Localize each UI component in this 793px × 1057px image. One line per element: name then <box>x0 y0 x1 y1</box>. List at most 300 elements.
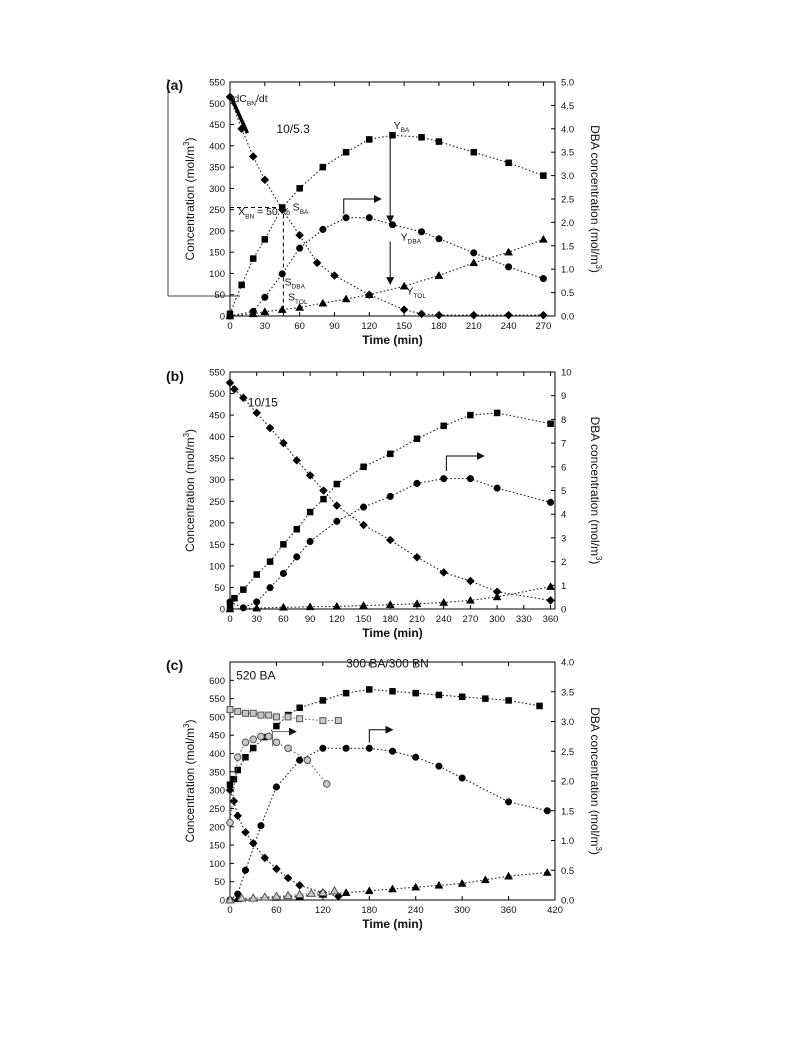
square-marker <box>335 718 341 724</box>
y-tick-label: 250 <box>209 205 225 217</box>
y2-tick-label: 9 <box>561 391 567 403</box>
y-tick-label: 500 <box>209 98 225 110</box>
x-tick-label: 240 <box>435 614 452 625</box>
y2-tick-label: 0.5 <box>561 865 575 877</box>
square-marker <box>273 714 279 720</box>
y2-tick-label: 5.0 <box>561 77 575 89</box>
square-marker <box>242 754 248 760</box>
square-marker <box>343 690 349 696</box>
series-circle <box>227 214 547 319</box>
triangle-marker <box>413 600 421 607</box>
circle-marker <box>265 733 272 740</box>
diamond-marker <box>313 259 321 267</box>
y2-tick-label: 8 <box>561 414 567 426</box>
annotation-label: $Y_{TOL}$ <box>406 285 426 301</box>
square-marker <box>414 436 420 442</box>
triangle-marker <box>547 583 555 590</box>
square-marker <box>280 541 286 547</box>
circle-marker <box>334 518 341 525</box>
diamond-marker <box>360 521 368 529</box>
circle-marker <box>440 475 447 482</box>
square-marker <box>266 712 272 718</box>
y2-tick-label: 3.5 <box>561 687 575 699</box>
diamond-marker <box>261 176 269 184</box>
circle-marker <box>280 570 287 577</box>
square-marker <box>254 572 260 578</box>
x-tick-label: 0 <box>227 905 233 916</box>
diamond-marker <box>234 812 242 820</box>
annotation-label: $dC_{BN}/dt$ <box>233 92 268 108</box>
triangle-marker <box>253 604 261 611</box>
y-tick-label: 550 <box>209 694 225 706</box>
circle-marker <box>262 294 269 301</box>
square-marker <box>506 160 512 166</box>
y-tick-label: 300 <box>209 475 225 487</box>
y-tick-label: 250 <box>209 803 225 815</box>
y2-tick-label: 0 <box>561 604 567 616</box>
y2-tick-label: 4.5 <box>561 100 575 112</box>
series-line <box>230 239 543 316</box>
square-marker <box>297 705 303 711</box>
right-axis-arrow <box>344 199 381 214</box>
diamond-marker <box>253 409 261 417</box>
diamond-marker <box>296 881 304 889</box>
circle-marker <box>242 867 249 874</box>
circle-marker <box>418 228 425 235</box>
square-marker <box>273 723 279 729</box>
y-tick-label: 550 <box>209 77 225 89</box>
x-tick-label: 120 <box>361 321 378 332</box>
circle-marker <box>296 245 303 252</box>
series-line <box>230 135 543 314</box>
x-tick-label: 60 <box>294 321 305 332</box>
diamond-marker <box>539 311 547 319</box>
circle-marker <box>389 748 396 755</box>
x-tick-label: 150 <box>396 321 413 332</box>
circle-marker <box>227 819 234 826</box>
circle-marker <box>412 754 419 761</box>
circle-marker <box>389 221 396 228</box>
y-tick-label: 50 <box>214 877 225 889</box>
square-marker <box>297 185 303 191</box>
square-marker <box>482 696 488 702</box>
circle-marker <box>505 799 512 806</box>
diamond-marker <box>505 311 513 319</box>
series-diamond <box>226 379 555 605</box>
square-marker <box>320 697 326 703</box>
y-tick-label: 400 <box>209 141 225 153</box>
y2-tick-label: 2.0 <box>561 776 575 788</box>
square-marker <box>459 694 465 700</box>
circle-marker <box>240 605 247 612</box>
circle-marker <box>547 499 554 506</box>
x-tick-label: 210 <box>409 614 425 625</box>
y2-tick-label: 3.0 <box>561 717 575 728</box>
circle-marker <box>459 775 466 782</box>
y2-tick-label: 1 <box>561 580 567 592</box>
triangle-marker <box>261 893 269 900</box>
annotation-label: $S_{TOL}$ <box>288 291 308 307</box>
circle-marker <box>360 504 367 511</box>
y-tick-label: 450 <box>209 730 225 742</box>
triangle-marker <box>261 308 269 315</box>
y-tick-label: 400 <box>209 749 225 761</box>
y2-tick-label: 4 <box>561 509 567 521</box>
circle-marker <box>227 599 234 606</box>
y-tick-label: 200 <box>209 822 225 834</box>
square-marker <box>297 716 303 722</box>
diamond-marker <box>333 502 341 510</box>
y2-tick-label: 4.0 <box>561 657 575 669</box>
circle-marker <box>293 554 300 561</box>
diamond-marker <box>272 865 280 873</box>
circle-marker <box>540 275 547 282</box>
y-tick-label: 450 <box>209 120 225 132</box>
circle-marker <box>366 745 373 752</box>
y-tick-label: 200 <box>209 518 225 530</box>
y2-tick-label: 2.0 <box>561 217 575 229</box>
y2-tick-label: 1.5 <box>561 241 575 253</box>
panel-a <box>166 77 603 347</box>
square-marker <box>387 451 393 457</box>
square-marker <box>320 718 326 724</box>
y2-tick-label: 1.5 <box>561 806 575 818</box>
series-square-open <box>227 707 341 724</box>
y-tick-label: 300 <box>209 785 225 797</box>
square-marker <box>436 692 442 698</box>
x-tick-label: 270 <box>535 321 552 332</box>
square-marker <box>250 256 256 262</box>
circle-marker <box>296 757 303 764</box>
square-marker <box>413 690 419 696</box>
series-square <box>227 132 546 317</box>
y-tick-label: 350 <box>209 453 225 465</box>
circle-marker <box>544 807 551 814</box>
square-marker <box>366 136 372 142</box>
square-marker <box>239 282 245 288</box>
square-marker <box>294 526 300 532</box>
circle-marker <box>234 754 241 761</box>
square-marker <box>540 173 546 179</box>
circle-marker <box>242 739 249 746</box>
triangle-marker <box>412 883 420 890</box>
square-marker <box>250 710 256 716</box>
y-tick-label: 100 <box>209 268 225 280</box>
y2-tick-label: 3.0 <box>561 171 575 183</box>
y2-tick-label: 1.0 <box>561 264 575 276</box>
annotation-label: $Y_{BA}$ <box>393 119 410 135</box>
x-tick-label: 420 <box>547 905 563 916</box>
circle-marker <box>285 745 292 752</box>
circle-marker <box>273 739 280 746</box>
triangle-marker <box>435 881 443 888</box>
diamond-marker <box>466 577 474 585</box>
y2-tick-label: 2 <box>561 557 567 569</box>
panel-c <box>166 656 603 931</box>
y2-tick-label: 0.5 <box>561 288 575 300</box>
y-axis-label: Concentration $(mol/m^3)$ <box>182 719 197 843</box>
y2-axis-label: DBA concentration $(mol/m^3)$ <box>588 707 603 855</box>
circle-marker <box>267 584 274 591</box>
x-tick-label: 0 <box>227 321 233 332</box>
triangle-marker <box>342 295 350 302</box>
diamond-marker <box>440 568 448 576</box>
diamond-marker <box>266 424 274 432</box>
x-tick-label: 180 <box>430 321 447 332</box>
diamond-marker <box>230 797 238 805</box>
y-tick-label: 100 <box>209 858 225 870</box>
triangle-marker <box>435 272 443 279</box>
square-marker <box>343 149 349 155</box>
circle-marker <box>320 226 327 233</box>
annotation-text: 520 BA <box>236 668 276 683</box>
y-tick-label: 100 <box>209 561 225 573</box>
circle-marker <box>436 235 443 242</box>
y-tick-label: 350 <box>209 162 225 174</box>
circle-marker <box>467 475 474 482</box>
annotation-text: 10/5.3 <box>276 122 310 137</box>
series-triangle-open <box>226 887 338 903</box>
series-line <box>230 218 543 316</box>
circle-marker <box>304 757 311 764</box>
square-marker <box>366 686 372 692</box>
x-tick-label: 240 <box>407 905 424 916</box>
diamond-marker <box>249 152 257 160</box>
series-triangle <box>226 235 547 319</box>
y-tick-label: 250 <box>209 496 225 508</box>
x-axis-label: Time (min) <box>362 917 423 931</box>
diamond-marker <box>400 306 408 314</box>
annotation-text: 300 BA/300 BN <box>346 656 429 671</box>
triangle-marker <box>539 235 547 242</box>
series-line <box>230 413 551 607</box>
x-tick-label: 300 <box>454 905 471 916</box>
x-tick-label: 150 <box>355 614 372 625</box>
diamond-marker <box>319 487 327 495</box>
annotation-label: $S_{DBA}$ <box>284 276 305 291</box>
diamond-marker <box>386 536 394 544</box>
diamond-marker <box>413 553 421 561</box>
square-marker <box>467 412 473 418</box>
y-tick-label: 0 <box>219 895 225 907</box>
series-line <box>230 383 551 601</box>
y2-tick-label: 1.0 <box>561 836 575 847</box>
diamond-marker <box>241 828 249 836</box>
square-marker <box>307 509 313 515</box>
x-tick-label: 60 <box>278 614 289 625</box>
square-marker <box>537 703 543 709</box>
x-tick-label: 0 <box>227 614 233 625</box>
y-tick-label: 150 <box>209 539 225 551</box>
y2-tick-label: 3 <box>561 533 567 545</box>
square-marker <box>285 714 291 720</box>
y-tick-label: 50 <box>214 582 225 594</box>
square-marker <box>242 710 248 716</box>
square-marker <box>250 745 256 751</box>
x-tick-label: 300 <box>489 614 506 625</box>
square-marker <box>334 481 340 487</box>
x-tick-label: 120 <box>328 614 345 625</box>
annotation-label: $Y_{DBA}$ <box>400 231 422 246</box>
square-marker <box>240 587 246 593</box>
x-axis-label: Time (min) <box>362 626 423 640</box>
x-tick-label: 360 <box>500 905 517 916</box>
panel-label: (b) <box>166 368 184 384</box>
y-tick-label: 550 <box>209 367 225 379</box>
square-marker <box>390 688 396 694</box>
series-line <box>230 790 338 896</box>
triangle-marker <box>360 602 368 609</box>
y-tick-label: 500 <box>209 389 225 401</box>
diamond-marker <box>330 272 338 280</box>
square-marker <box>258 712 264 718</box>
y2-tick-label: 0.0 <box>561 311 575 323</box>
circle-marker <box>343 745 350 752</box>
square-marker <box>320 496 326 502</box>
panel-b <box>166 368 603 641</box>
y-tick-label: 350 <box>209 767 225 779</box>
y2-tick-label: 5 <box>561 486 567 497</box>
square-marker <box>471 149 477 155</box>
y-tick-label: 450 <box>209 410 225 422</box>
diamond-marker <box>293 456 301 464</box>
circle-marker <box>343 214 350 221</box>
annotation-text: 10/15 <box>247 395 278 410</box>
square-marker <box>361 464 367 470</box>
x-tick-label: 30 <box>251 614 263 625</box>
x-tick-label: 210 <box>465 321 482 332</box>
y-tick-label: 50 <box>214 290 225 302</box>
y-axis-label: Concentration $(mol/m^3)$ <box>182 428 197 553</box>
square-marker <box>262 236 268 242</box>
circle-marker <box>323 781 330 788</box>
triangle-marker <box>330 887 338 894</box>
x-tick-label: 120 <box>314 905 331 916</box>
square-marker <box>390 132 396 138</box>
y-tick-label: 150 <box>209 840 225 852</box>
x-tick-label: 90 <box>304 614 316 625</box>
square-marker <box>548 421 554 427</box>
y2-tick-label: 2.5 <box>561 194 575 206</box>
y2-tick-label: 4.0 <box>561 124 575 136</box>
diamond-marker <box>226 379 234 387</box>
annotation-label: $X_{BN} = 50$ % <box>238 206 291 221</box>
y-tick-label: 200 <box>209 226 225 238</box>
x-tick-label: 270 <box>462 614 479 625</box>
triangle-marker <box>278 306 286 313</box>
triangle-marker <box>470 259 478 266</box>
circle-marker <box>366 214 373 221</box>
diamond-marker <box>547 596 555 604</box>
right-axis-arrow <box>369 730 392 743</box>
y2-tick-label: 6 <box>561 462 567 474</box>
y2-tick-label: 10 <box>561 367 572 379</box>
circle-marker <box>307 538 314 545</box>
circle-marker <box>258 822 265 829</box>
x-tick-label: 240 <box>500 321 517 332</box>
y-tick-label: 600 <box>209 675 225 687</box>
x-tick-label: 60 <box>271 905 282 916</box>
annotation-label: $S_{BA}$ <box>292 201 309 216</box>
series-diamond <box>226 786 342 900</box>
circle-marker <box>320 745 327 752</box>
circle-marker <box>414 480 421 487</box>
series-square <box>227 686 543 787</box>
circle-marker <box>505 264 512 271</box>
series-circle <box>227 745 551 903</box>
y-tick-label: 150 <box>209 247 225 259</box>
circle-marker <box>436 763 443 770</box>
y-tick-label: 0 <box>219 604 225 616</box>
series-line <box>230 690 540 785</box>
square-marker <box>227 707 233 713</box>
triangle-marker <box>543 869 551 876</box>
circle-marker <box>470 250 477 257</box>
x-tick-label: 30 <box>259 321 271 332</box>
triangle-marker <box>279 603 287 610</box>
series-triangle <box>226 583 555 612</box>
triangle-marker <box>386 601 394 608</box>
square-marker <box>419 134 425 140</box>
y-axis-label: Concentration $(mol/m^3)$ <box>182 137 197 261</box>
panel-label: (a) <box>166 77 184 93</box>
square-marker <box>231 776 237 782</box>
y-tick-label: 400 <box>209 432 225 444</box>
diamond-marker <box>418 310 426 318</box>
y2-axis-label: DBA concentration $(mol/m^3)$ <box>588 416 603 565</box>
series-circle-open <box>227 733 330 826</box>
y-tick-label: 300 <box>209 183 225 195</box>
triangle-marker <box>389 885 397 892</box>
triangle-marker <box>365 887 373 894</box>
series-line <box>230 736 327 822</box>
y2-axis-label: DBA concentration $(mol/m^3)$ <box>588 125 603 273</box>
y-tick-label: 0 <box>219 311 225 323</box>
y-tick-label: 500 <box>209 712 225 724</box>
square-marker <box>320 164 326 170</box>
square-marker <box>267 559 273 565</box>
series-square <box>227 410 554 610</box>
square-marker <box>506 697 512 703</box>
y2-tick-label: 0.0 <box>561 895 575 907</box>
diamond-marker <box>435 311 443 319</box>
x-tick-label: 360 <box>542 614 559 625</box>
square-marker <box>227 782 233 788</box>
diamond-marker <box>296 231 304 239</box>
y2-tick-label: 2.5 <box>561 746 575 758</box>
square-marker <box>436 139 442 145</box>
y2-tick-label: 7 <box>561 438 567 450</box>
square-marker <box>441 423 447 429</box>
diamond-marker <box>470 311 478 319</box>
x-tick-label: 180 <box>361 905 378 916</box>
square-marker <box>235 708 241 714</box>
circle-marker <box>387 493 394 500</box>
circle-marker <box>250 736 257 743</box>
y2-tick-label: 3.5 <box>561 147 575 159</box>
square-marker <box>494 410 500 416</box>
right-axis-arrow <box>446 456 483 471</box>
x-tick-label: 180 <box>382 614 399 625</box>
x-tick-label: 90 <box>329 321 340 332</box>
circle-marker <box>494 485 501 492</box>
x-axis-label: Time (min) <box>362 333 423 347</box>
plot-frame <box>230 82 555 316</box>
circle-marker <box>273 784 280 791</box>
x-tick-label: 330 <box>515 614 532 625</box>
panel-label: (c) <box>166 657 184 673</box>
circle-marker <box>258 733 265 740</box>
